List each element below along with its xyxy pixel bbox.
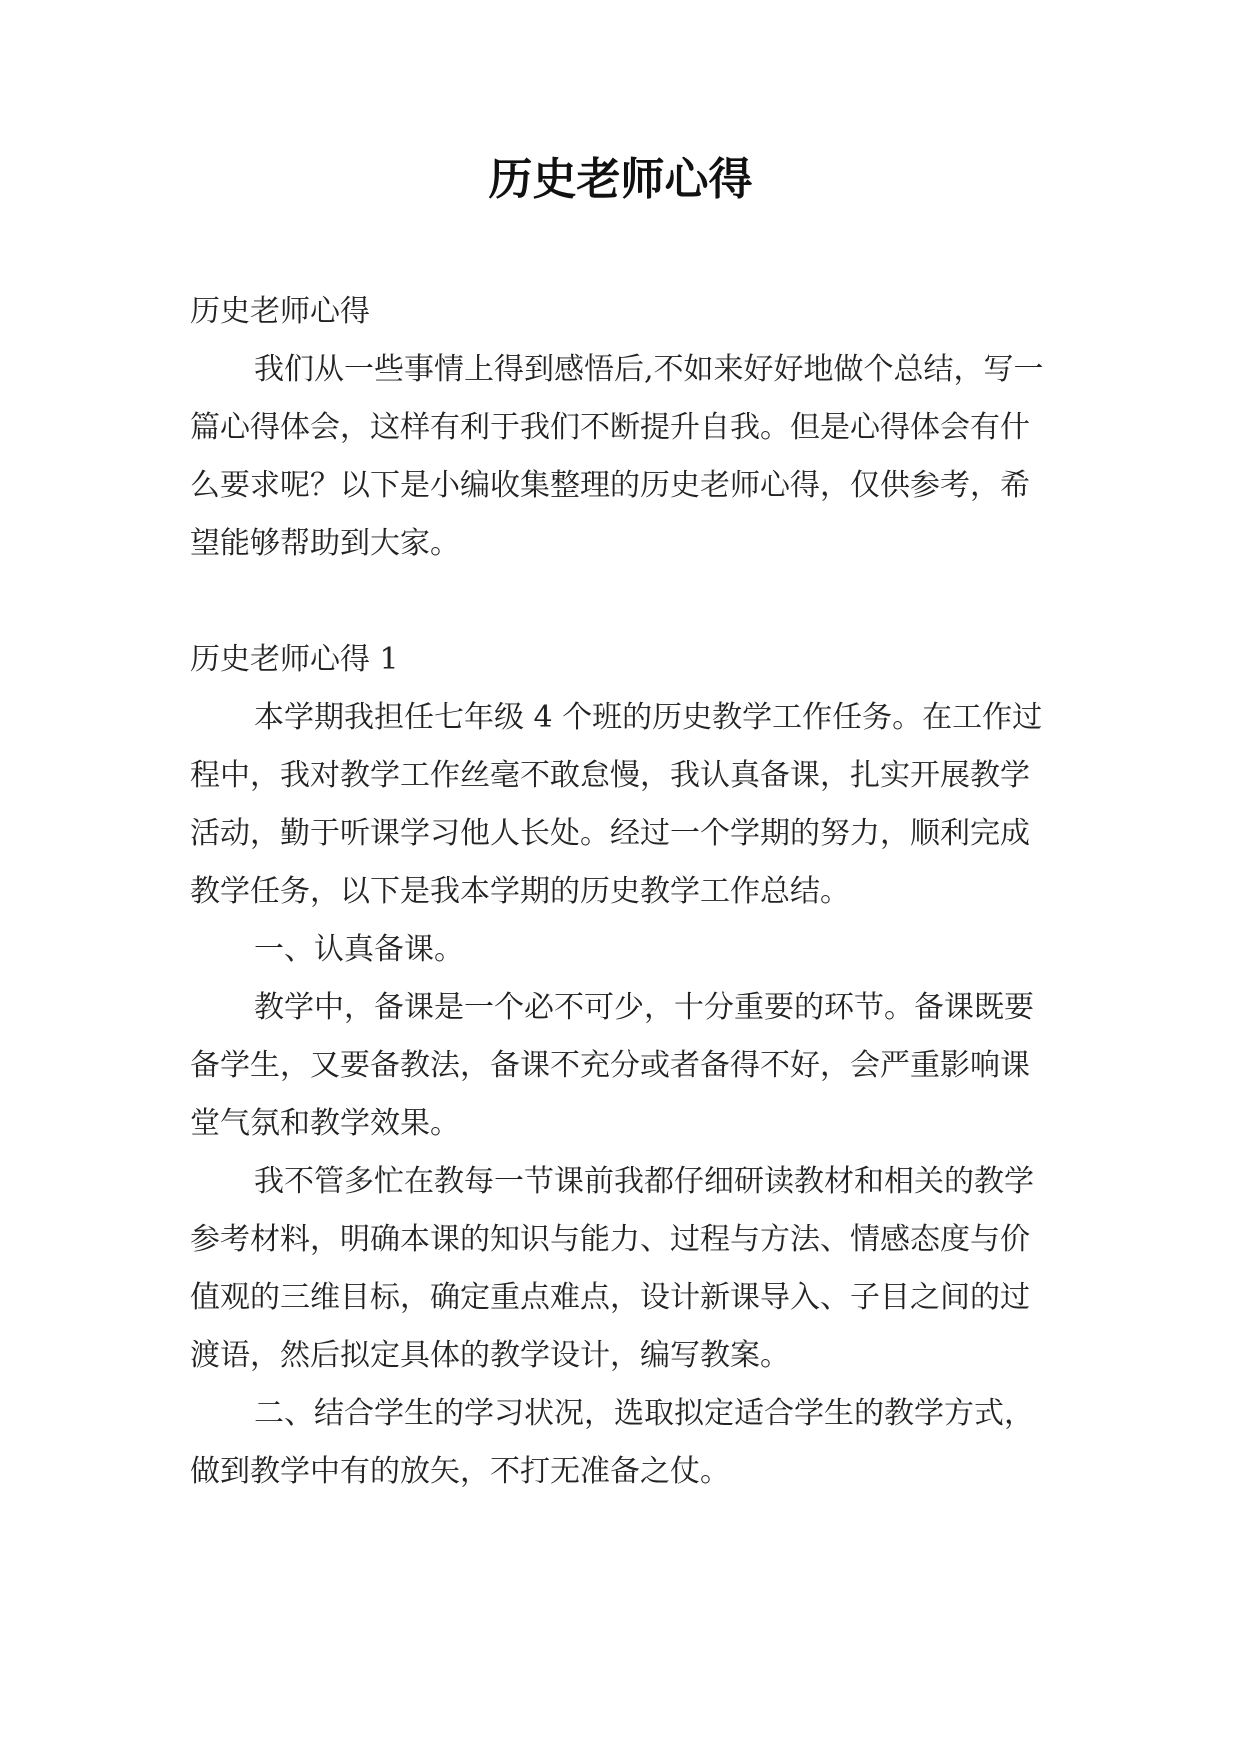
- section-subheading: 二、结合学生的学习状况，选取拟定适合学生的教学方式，做到教学中有的放矢，不打无准备之仗。: [190, 1396, 1034, 1489]
- section-paragraph: 本学期我担任七年级 4 个班的历史教学工作任务。在工作过程中，我对教学工作丝毫不敢怠慢，我认真备课，扎实开展教学活动，勤于听课学习他人长处。经过一个学期的努力，顺利完成教学任务，以下是我本学期的历史教学工作总结。: [190, 700, 1043, 909]
- section-paragraph: 我不管多忙在教每一节课前我都仔细研读教材和相关的教学参考材料，明确本课的知识与能力、过程与方法、情感态度与价值观的三维目标，确定重点难点，设计新课导入、子目之间的过渡语，然后拟定具体的教学设计，编写教案。: [190, 1164, 1034, 1373]
- section-subheading: 一、认真备课。: [254, 932, 464, 967]
- section-heading: 历史老师心得 1: [190, 642, 399, 677]
- document-body: [190, 283, 1058, 1501]
- section-spacer: [190, 573, 1058, 631]
- section-paragraph: 教学中，备课是一个必不可少，十分重要的环节。备课既要备学生，又要备教法，备课不充分或者备得不好，会严重影响课堂气氛和教学效果。: [190, 990, 1034, 1141]
- intro-heading: 历史老师心得: [190, 294, 370, 329]
- document-title: 历史老师心得: [488, 154, 753, 205]
- intro-paragraph: 我们从一些事情上得到感悟后,不如来好好地做个总结，写一篇心得体会，这样有利于我们不断提升自我。但是心得体会有什么要求呢？以下是小编收集整理的历史老师心得，仅供参考，希望能够帮助到大家。: [190, 352, 1044, 561]
